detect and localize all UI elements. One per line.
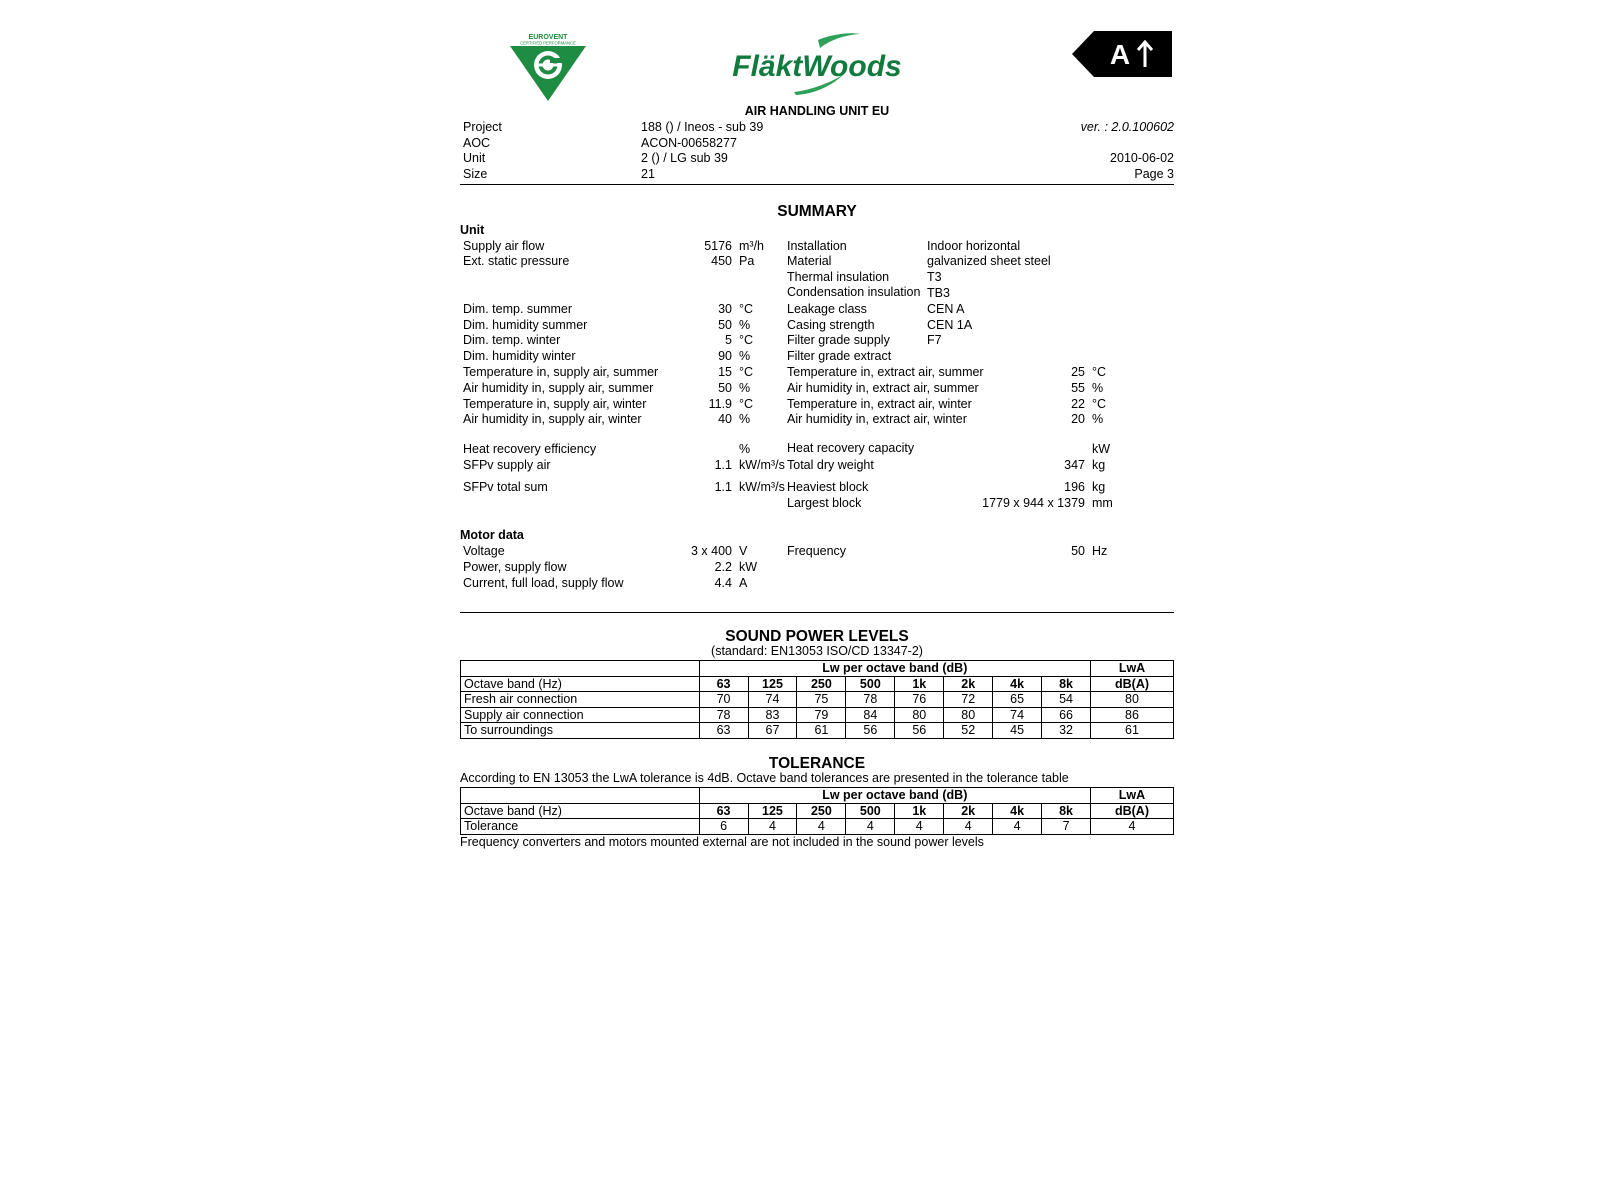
summary-label: SFPv total sum [463,479,548,494]
summary-label: Temperature in, supply air, winter [463,396,647,411]
band-header: 63 [699,676,748,692]
band-header: 63 [699,803,748,819]
summary-value: CEN A [927,301,965,316]
summary-value: F7 [927,333,942,348]
summary-value: 55 [1071,380,1085,395]
table-cell: 56 [846,723,895,739]
hdr-right [974,136,1174,152]
table-cell: 78 [699,707,748,723]
table-cell: 6 [699,819,748,835]
summary-label: Temperature in, extract air, winter [787,396,972,411]
table-lwa-header: LwA [1091,661,1174,677]
band-header: 8k [1042,676,1091,692]
summary-unit: % [739,412,751,427]
summary-value: 30 [718,301,732,316]
summary-value: 11.9 [708,396,732,411]
motor-unit: V [739,544,748,559]
document-page [460,28,1174,851]
band-header: 4k [993,803,1042,819]
motor-value: 3 x 400 [690,544,732,559]
summary-label: Largest block [787,495,862,510]
logo-bar [460,28,1174,102]
hdr-label: Size [463,167,488,182]
motor-unit: kW [739,559,758,574]
summary-label: Dim. temp. winter [463,333,561,348]
summary-unit: kg [1092,457,1106,472]
band-header: 500 [846,803,895,819]
lwa-cell: 86 [1091,707,1174,723]
summary-label: Installation [787,238,847,253]
flaktwoods-logo [722,32,912,96]
lwa-cell: 80 [1091,692,1174,708]
summary-unit: % [1092,412,1104,427]
summary-unit: °C [1092,364,1107,379]
motor-label: Voltage [463,544,505,559]
summary-label: Filter grade extract [787,349,892,364]
summary-label: Dim. humidity winter [463,349,576,364]
band-header: 2k [944,676,993,692]
motor-heading: Motor data [460,528,524,543]
summary-value: 22 [1071,396,1085,411]
summary-label: Heaviest block [787,479,869,494]
summary-label: Ext. static pressure [463,254,570,269]
band-label: Octave band (Hz) [461,803,700,819]
summary-value: 15 [718,364,732,379]
summary-unit: °C [739,301,754,316]
summary-label: Heat recovery capacity [787,441,915,456]
table-row [461,676,1174,692]
summary-label: Total dry weight [787,457,874,472]
hdr-value: ACON-00658277 [641,135,737,150]
summary-unit: °C [739,333,754,348]
table-cell: 80 [895,707,944,723]
summary-label: Dim. temp. summer [463,301,573,316]
summary-label: Temperature in, extract air, summer [787,364,984,379]
summary-grid [460,239,1174,512]
table-cell: 61 [797,723,846,739]
table-cell: 4 [944,819,993,835]
svg-text:CERTIFIED PERFORMANCE: CERTIFIED PERFORMANCE [520,40,576,46]
motor-label: Frequency [787,544,847,559]
summary-unit: % [1092,380,1104,395]
row-name: Tolerance [461,819,700,835]
table-cell: 52 [944,723,993,739]
table-cell: 79 [797,707,846,723]
footnote: Frequency converters and motors mounted external are not included in the sound power levels [460,834,984,849]
row-name: Fresh air connection [461,692,700,708]
table-cell: 75 [797,692,846,708]
summary-value: 1779 x 944 x 1379 [982,495,1085,510]
summary-title: SUMMARY [777,202,857,220]
summary-unit: °C [1092,396,1107,411]
summary-value: 196 [1064,479,1085,494]
table-group-header: Lw per octave band (dB) [699,661,1090,677]
band-header: 125 [748,803,797,819]
table-group-header: Lw per octave band (dB) [699,788,1090,804]
hdr-value: 21 [641,167,655,182]
hdr-label: Project [463,119,502,134]
summary-unit: kW [1092,442,1111,457]
band-header: 8k [1042,803,1091,819]
version-text: ver. : 2.0.100602 [1080,119,1174,134]
tolerance-table [460,787,1174,835]
table-cell: 66 [1042,707,1091,723]
motor-unit: A [739,575,748,590]
table-cell: 4 [748,819,797,835]
summary-label: Supply air flow [463,238,545,253]
row-name: To surroundings [461,723,700,739]
table-cell: 4 [993,819,1042,835]
summary-label: Air humidity in, extract air, summer [787,380,979,395]
table-cell: 70 [699,692,748,708]
summary-unit: kW/m³/s [739,479,785,494]
page-number: Page 3 [1134,167,1174,182]
tolerance-title: TOLERANCE [768,754,866,772]
table-lwa-header: LwA [1091,788,1174,804]
summary-value [702,442,736,458]
summary-value: 450 [711,254,732,269]
hdr-value: 2 () / LG sub 39 [641,151,728,166]
summary-value: T3 [927,270,942,285]
table-cell: 7 [1042,819,1091,835]
summary-label: Material [787,254,832,269]
band-label: Octave band (Hz) [461,676,700,692]
summary-value: 1.1 [714,479,732,494]
motor-unit: Hz [1092,544,1108,559]
row-name: Supply air connection [461,707,700,723]
hdr-value: 188 () / Ineos - sub 39 [641,119,764,134]
summary-unit: % [739,349,751,364]
motor-value: 50 [1071,544,1085,559]
summary-label: SFPv supply air [463,457,551,472]
sound-title: SOUND POWER LEVELS [725,627,909,645]
tolerance-intro: According to EN 13053 the LwA tolerance is 4dB. Octave band tolerances are presented in the tolerance table [460,771,1069,786]
summary-label: Temperature in, supply air, summer [463,364,659,379]
svg-text:EUROVENT: EUROVENT [528,34,568,41]
table-row [461,819,1174,835]
band-header: 1k [895,676,944,692]
table-cell: 74 [748,692,797,708]
summary-value: 5176 [704,238,732,253]
summary-label: Thermal insulation [787,270,890,285]
sound-power-table [460,660,1174,739]
lwa-cell: 4 [1091,819,1174,835]
energy-class-badge [1072,31,1172,77]
lwa-unit: dB(A) [1091,803,1174,819]
table-cell: 72 [944,692,993,708]
lwa-unit: dB(A) [1091,676,1174,692]
motor-grid [460,544,1174,591]
summary-value: 20 [1071,412,1085,427]
table-cell: 32 [1042,723,1091,739]
summary-value: 90 [718,349,732,364]
summary-unit: % [739,380,751,395]
summary-unit: % [739,317,751,332]
summary-label: Dim. humidity summer [463,317,588,332]
summary-value: galvanized sheet steel [927,254,1051,269]
summary-value: 40 [718,412,732,427]
table-row [461,692,1174,708]
summary-value: TB3 [927,285,950,300]
summary-label: Air humidity in, extract air, winter [787,412,967,427]
summary-label: Air humidity in, supply air, winter [463,412,642,427]
table-cell: 63 [699,723,748,739]
table-row [461,723,1174,739]
lwa-cell: 61 [1091,723,1174,739]
summary-unit: mm [1092,495,1113,510]
table-cell: 4 [846,819,895,835]
summary-value: 50 [718,380,732,395]
summary-unit: kg [1092,479,1106,494]
table-row [461,803,1174,819]
table-cell: 45 [993,723,1042,739]
summary-label: Condensation insulation [787,284,921,299]
sound-standard: (standard: EN13053 ISO/CD 13347-2) [711,644,923,659]
date-text: 2010-06-02 [1110,151,1174,166]
table-cell: 56 [895,723,944,739]
svg-text:A: A [1109,39,1131,70]
table-cell: 65 [993,692,1042,708]
summary-label: Heat recovery efficiency [463,442,597,457]
motor-label: Current, full load, supply flow [463,575,624,590]
table-cell: 67 [748,723,797,739]
summary-unit: m³/h [739,238,764,253]
summary-value: 347 [1064,457,1085,472]
summary-label: Leakage class [787,301,867,316]
summary-label: Filter grade supply [787,333,890,348]
table-cell: 4 [895,819,944,835]
band-header: 4k [993,676,1042,692]
summary-value: Indoor horizontal [927,238,1021,253]
table-cell: 78 [846,692,895,708]
summary-value [924,442,1089,458]
table-cell: 54 [1042,692,1091,708]
summary-value: 5 [725,333,732,348]
summary-value [924,349,1149,365]
summary-value: 50 [718,317,732,332]
motor-value: 4.4 [714,575,732,590]
band-header: 250 [797,803,846,819]
summary-value: 25 [1071,364,1085,379]
summary-value: CEN 1A [927,317,973,332]
eurovent-logo [508,32,588,102]
table-cell: 76 [895,692,944,708]
project-header [460,120,1174,185]
hdr-label: Unit [463,151,486,166]
hdr-label: AOC [463,135,491,150]
unit-heading: Unit [460,222,485,237]
summary-unit: °C [739,364,754,379]
band-header: 250 [797,676,846,692]
table-cell: 4 [797,819,846,835]
table-cell: 80 [944,707,993,723]
summary-value: 1.1 [714,457,732,472]
band-header: 125 [748,676,797,692]
document-title: AIR HANDLING UNIT EU [744,104,890,118]
table-cell: 83 [748,707,797,723]
summary-label: Casing strength [787,317,875,332]
motor-value: 2.2 [714,559,732,574]
summary-unit: °C [739,396,754,411]
table-cell: 74 [993,707,1042,723]
summary-unit: % [739,442,751,457]
summary-unit: Pa [739,254,755,269]
divider [460,612,1174,613]
band-header: 1k [895,803,944,819]
motor-label: Power, supply flow [463,559,567,574]
summary-unit: kW/m³/s [739,457,785,472]
table-cell: 84 [846,707,895,723]
summary-label: Air humidity in, supply air, summer [463,380,654,395]
table-row [461,707,1174,723]
svg-text:FläktWoods: FläktWoods [732,50,902,83]
band-header: 2k [944,803,993,819]
band-header: 500 [846,676,895,692]
